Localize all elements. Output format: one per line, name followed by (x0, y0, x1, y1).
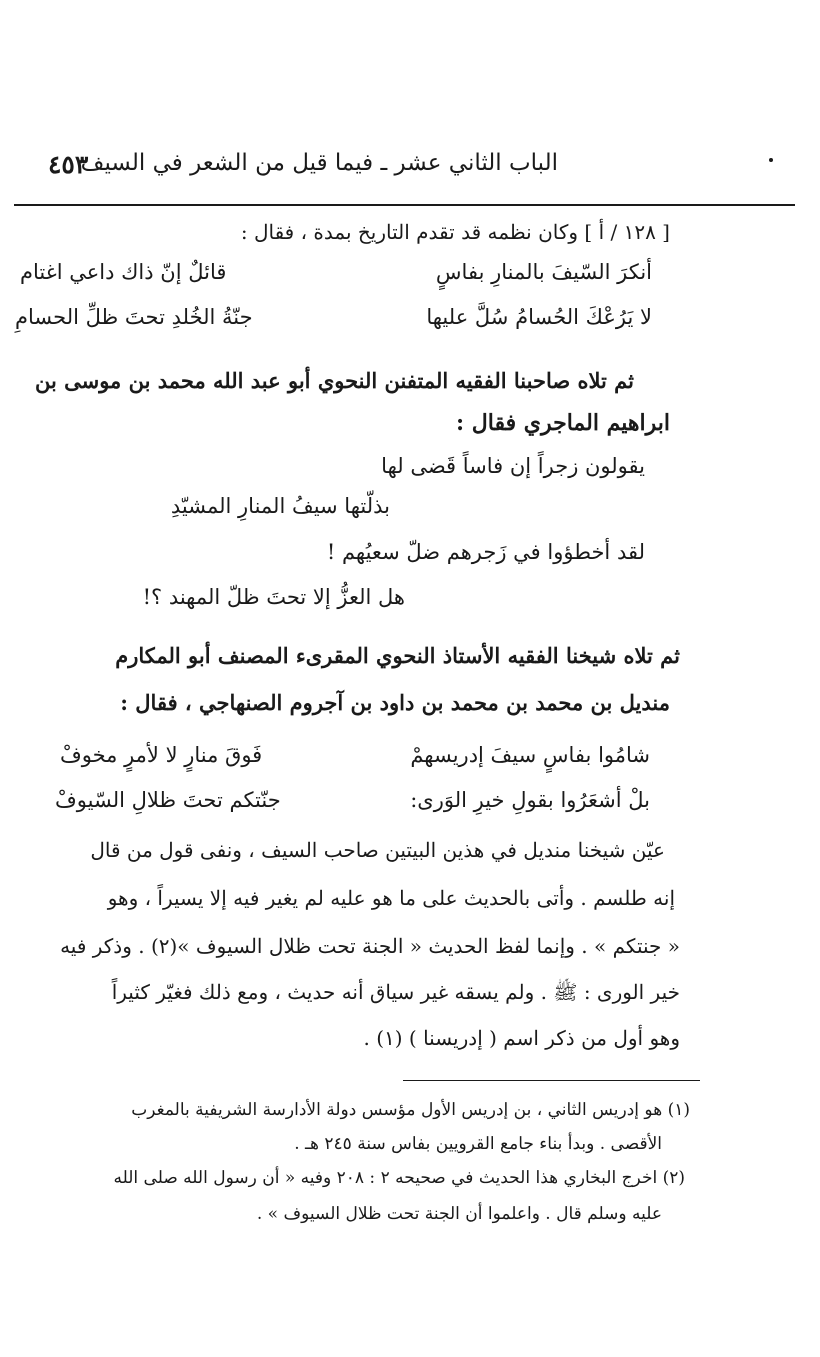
page-number: ٤٥٣ (48, 150, 89, 179)
para3-line1: عيّن شيخنا منديل في هذين البيتين صاحب السيف ، ونفى قول من قال (90, 838, 665, 862)
footnote1-line1: (١) هو إدريس الثاني ، بن إدريس الأول مؤسس دولة الأدارسة الشريفية بالمغرب (131, 1100, 690, 1120)
footnote2-line1: (٢) اخرج البخاري هذا الحديث في صحيحه ٢ : ٢٠٨ وفيه « أن رسول الله صلى الله (113, 1168, 685, 1188)
footnote2-line2: عليه وسلم قال . واعلموا أن الجنة تحت ظلال السيوف » . (256, 1204, 662, 1224)
para2-line1: ثم تلاه شيخنا الفقيه الأستاذ النحوي المقرىء المصنف أبو المكارم (115, 643, 680, 668)
poem2-line3: لقد أخطؤوا في زَجرهم ضلّ سعيُهم ! (326, 540, 645, 564)
footnote1-line2: الأقصى . وبدأ بناء جامع القرويين بفاس سنة ٢٤٥ هـ . (294, 1134, 662, 1154)
para1-line2: ابراهيم الماجري فقال : (456, 410, 670, 436)
running-title: الباب الثاني عشر ـ فيما قيل من الشعر في السيف (80, 150, 558, 176)
poem2-line2: بذلّتها سيفُ المنارِ المشيّدِ (170, 494, 390, 518)
para3-line4: خير الورى : ﷺ . ولم يسقه غير سياق أنه حديث ، ومع ذلك فغيّر كثيراً (111, 980, 680, 1004)
poem1-verse2-second-hemistich: جنّةُ الخُلدِ تحتَ ظلِّ الحسامِ (15, 305, 253, 329)
poem1-verse1-second-hemistich: قائلٌ إنّ ذاك داعي اغتام (20, 260, 227, 284)
para1-line1: ثم تلاه صاحبنا الفقيه المتفنن النحوي أبو عبد الله محمد بن موسى بن (34, 368, 634, 393)
poem1-verse1-first-hemistich: أنكرَ السّيفَ بالمنارِ بفاسٍ (435, 260, 652, 284)
intro-line: [ ١٢٨ / أ ] وكان نظمه قد تقدم التاريخ بمدة ، فقال : (240, 220, 670, 244)
poem3-verse2-first-hemistich: بلْ أشعَرُوا بقولِ خيرِ الوَرى: (410, 788, 650, 812)
poem3-verse1-second-hemistich: فَوقَ منارٍ لا لأمرٍ مخوفْ (60, 743, 263, 767)
header-dot (769, 158, 773, 162)
poem3-verse1-first-hemistich: شامُوا بفاسٍ سيفَ إدريسهمْ (410, 743, 650, 767)
para3-line3: « جنتكم » . وإنما لفظ الحديث « الجنة تحت ظلال السيوف »(٢) . وذكر فيه (60, 934, 680, 958)
para3-line2: إنه طلسم . وأتى بالحديث على ما هو عليه لم يغير فيه إلا يسيراً ، وهو (107, 886, 675, 910)
poem2-line1: يقولون زجراً إن فاساً قَضى لها (381, 454, 645, 478)
poem2-line4: هل العزُّ إلا تحتَ ظلّ المهند ؟! (142, 585, 405, 609)
poem3-verse2-second-hemistich: جنّتكم تحتَ ظلالِ السّيوفْ (55, 788, 281, 812)
para2-line2: منديل بن محمد بن محمد بن داود بن آجروم الصنهاجي ، فقال : (120, 690, 670, 715)
header-rule (14, 204, 795, 206)
footnotes-rule (403, 1080, 700, 1081)
para3-line5: وهو أول من ذكر اسم ( إدريسنا ) (١) . (363, 1026, 680, 1050)
poem1-verse2-first-hemistich: لا يَرُعْكَ الحُسامُ سُلَّ عليها (426, 305, 652, 329)
